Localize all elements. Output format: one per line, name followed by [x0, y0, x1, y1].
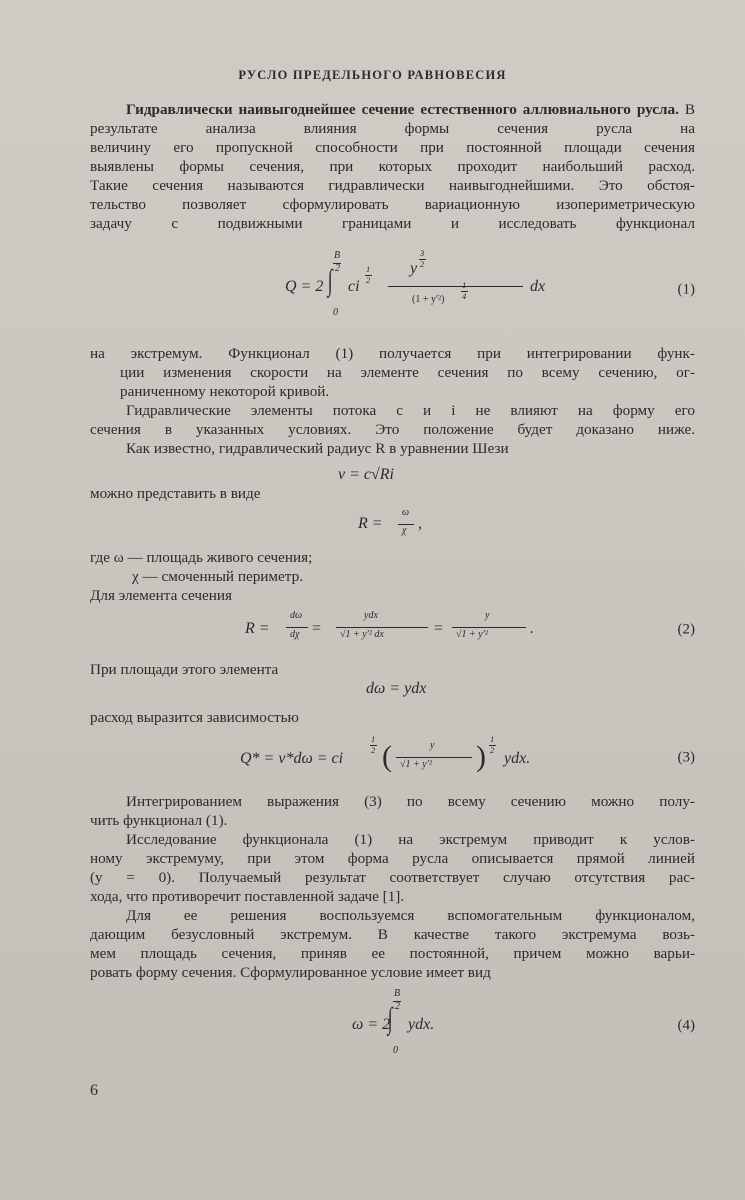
- paragraph-line: χ — смоченный периметр.: [132, 568, 303, 585]
- paragraph-line: ровать форму сечения. Сформулированное условие имеет вид: [90, 964, 491, 981]
- integral-sign: ∫: [387, 1002, 393, 1035]
- paragraph-line: можно представить в виде: [90, 485, 261, 502]
- section-heading: Гидравлически наивыгоднейшее сечение естественного аллювиального русла.: [126, 101, 679, 118]
- paragraph-integration: [90, 792, 695, 982]
- paragraph-line: выявлены формы сечения, при которых проходит наибольший расход.: [90, 158, 695, 175]
- paragraph-line: чить функционал (1).: [90, 812, 228, 829]
- equation-2: R = dω dχ = ydx √1 + y′² dx = y √1 + y′² . (2): [245, 610, 695, 640]
- paragraph-functional: [90, 344, 695, 458]
- equation-number: (4): [677, 1017, 695, 1034]
- paragraph-line: сечения в указанных условиях. Это положение будет доказано ниже.: [90, 421, 695, 438]
- paragraph-line: Гидравлически наивыгоднейшее сечение естественного аллювиального русла. В результате анализа влияния формы сечения русла на: [90, 101, 695, 137]
- equation-hydraulic-radius: R = ω χ ,: [358, 507, 422, 536]
- paragraph-line: Интегрированием выражения (3) по всему сечению можно полу-: [126, 793, 695, 810]
- equation-3: Q* = v*dω = ci 1 2 ( y √1 + y′² ) 1 2 ydx. (3): [240, 734, 695, 773]
- paragraph-line: раниченному некоторой кривой.: [120, 383, 330, 400]
- paragraph-line: величину его пропускной способности при постоянной площади сечения: [90, 139, 695, 156]
- paragraph-line: При площади этого элемента: [90, 661, 279, 678]
- paragraph-line: задачу с подвижными границами и исследовать функционал: [90, 215, 695, 232]
- equation-chezy: v = c√Ri: [338, 466, 394, 483]
- page-number: 6: [90, 1082, 98, 1099]
- paragraph-line: расход выразится зависимостью: [90, 709, 299, 726]
- equation-number: (3): [677, 749, 695, 766]
- paragraph-line: (y = 0). Получаемый результат соответствует случаю отсутствия рас-: [90, 869, 695, 886]
- equation-dw: dω = ydx: [366, 680, 427, 697]
- paragraph-line: мем площадь сечения, приняв ее постоянной, причем можно варьи-: [90, 945, 695, 962]
- paragraph-line: Гидравлические элементы потока c и i не влияют на форму его: [126, 402, 695, 419]
- paragraph-line: Для элемента сечения: [90, 587, 233, 604]
- paragraph-line: где ω — площадь живого сечения;: [90, 549, 313, 566]
- paragraph-line: Такие сечения называются гидравлически наивыгоднейшими. Это обстоя-: [90, 177, 695, 194]
- paragraph-line: ции изменения скорости на элементе сечения по всему сечению, ог-: [120, 364, 695, 381]
- integral-sign: ∫: [327, 264, 333, 297]
- equation-number: (2): [677, 621, 695, 638]
- paragraph-line: на экстремум. Функционал (1) получается при интегрировании функ-: [90, 345, 695, 362]
- paragraph-represent: [90, 484, 695, 503]
- paragraph-line: Как известно, гидравлический радиус R в уравнении Шези: [126, 440, 509, 457]
- page-title: РУСЛО ПРЕДЕЛЬНОГО РАВНОВЕСИЯ: [238, 68, 507, 82]
- paragraph-line: Исследование функционала (1) на экстремум приводит к услов-: [126, 831, 695, 848]
- equation-number: (1): [677, 281, 695, 298]
- paragraph-line: дающим безусловный экстремум. В качестве такого экстремума возь-: [90, 926, 695, 943]
- paragraph-line: тельство позволяет сформулировать вариационную изопериметрическую: [90, 196, 695, 213]
- equation-1: Q = 2 ∫ B 2 0 ci 1 2 y 3 2 (1 + y′²) 1 4 dx (1): [285, 248, 695, 318]
- paragraph-where: [90, 548, 695, 605]
- paragraph-line: Для ее решения воспользуемся вспомогательным функционалом,: [126, 907, 695, 924]
- paragraph-line: хода, что противоречит поставленной задаче [1].: [90, 888, 405, 905]
- equation-4: ω = 2 ∫ B 2 0 ydx. (4): [352, 988, 695, 1056]
- paragraph-intro: [90, 100, 695, 233]
- paragraph-flow: [90, 708, 695, 727]
- paragraph-line: ному экстремуму, при этом форма русла описывается прямой линией: [90, 850, 695, 867]
